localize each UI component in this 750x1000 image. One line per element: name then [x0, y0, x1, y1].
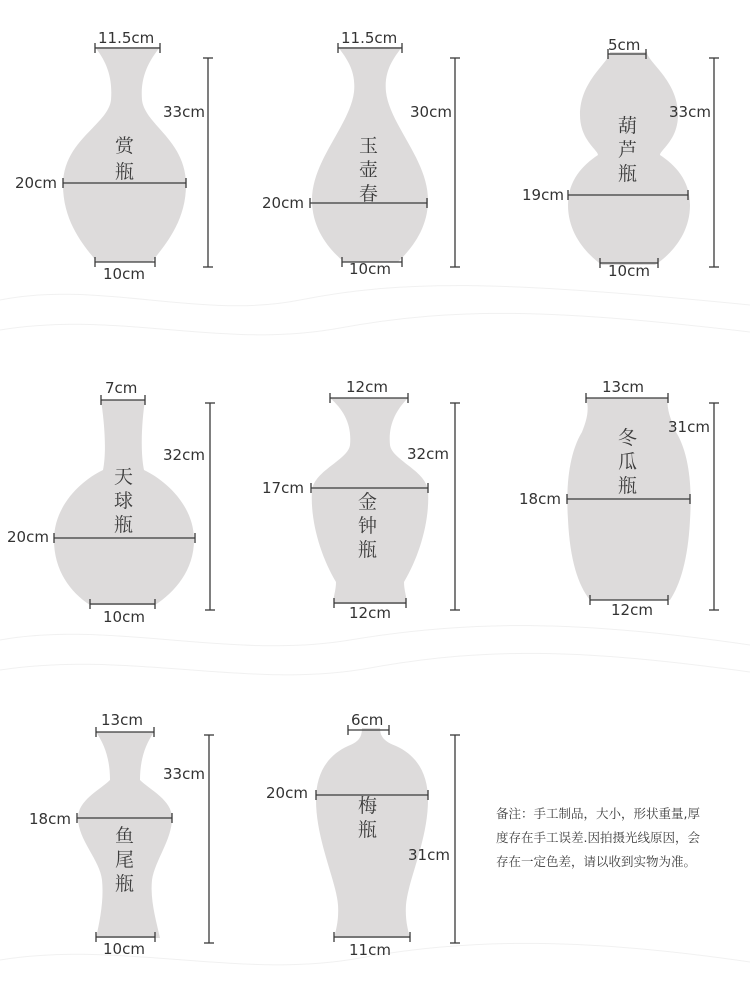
vase-yuhuchun [262, 29, 460, 278]
bottom-label: 10cm [103, 608, 145, 626]
vase-name-char: 球 [114, 490, 134, 512]
vase-name-char: 春 [359, 183, 379, 205]
bottom-label: 11cm [349, 941, 391, 959]
vase-name-char: 天 [114, 466, 134, 488]
vase-name-char: 钟 [358, 515, 378, 537]
vase-meiping [266, 711, 460, 959]
vase-name-char: 芦 [618, 139, 638, 161]
height-dim [450, 58, 460, 267]
belly-label: 18cm [29, 810, 71, 828]
vase-name-char: 梅 [358, 795, 378, 817]
disclaimer-note [496, 802, 746, 874]
vase-hulu [522, 36, 719, 280]
vase-name-char: 葫 [618, 115, 638, 137]
vase-yuwei [29, 711, 214, 958]
top-label: 13cm [101, 711, 143, 729]
belly-label: 17cm [262, 479, 304, 497]
vase-name-char: 瓶 [358, 819, 378, 841]
height-label: 31cm [668, 418, 710, 436]
bottom-label: 10cm [103, 940, 145, 958]
vase-name-char: 瓶 [115, 161, 135, 183]
vase-jinzhong [262, 378, 460, 622]
top-label: 11.5cm [341, 29, 398, 47]
height-dim [709, 58, 719, 267]
height-dim [450, 403, 460, 610]
height-label: 33cm [163, 765, 205, 783]
height-label: 33cm [669, 103, 711, 121]
belly-label: 18cm [519, 490, 561, 508]
height-dim [204, 735, 214, 943]
belly-label: 20cm [266, 784, 308, 802]
height-label: 33cm [163, 103, 205, 121]
vase-name-char: 玉 [359, 135, 379, 157]
vase-name-char: 瓶 [115, 873, 135, 895]
vase-name-char: 鱼 [115, 825, 135, 847]
vase-shangping [15, 29, 213, 283]
belly-label: 20cm [7, 528, 49, 546]
bottom-label: 12cm [349, 604, 391, 622]
height-label: 31cm [408, 846, 450, 864]
vase-tianqiu [7, 379, 215, 626]
note-line: 存在一定色差，请以收到实物为准。 [496, 854, 697, 869]
belly-label: 20cm [15, 174, 57, 192]
note-line: 度存在手工误差.因拍摄光线原因，会 [496, 830, 700, 845]
vase-name-char: 瓶 [618, 475, 638, 497]
height-dim [203, 58, 213, 267]
vase-name-char: 金 [358, 491, 378, 513]
top-label: 6cm [351, 711, 384, 729]
note-line: 备注：手工制品，大小，形状重量,厚 [496, 806, 700, 821]
height-dim [450, 735, 460, 943]
top-label: 12cm [346, 378, 388, 396]
vase-name-char: 赏 [115, 135, 135, 157]
height-label: 30cm [410, 103, 452, 121]
bottom-label: 12cm [611, 601, 653, 619]
belly-label: 19cm [522, 186, 564, 204]
vase-name-char: 瓶 [114, 514, 134, 536]
vase-donggua [519, 378, 719, 619]
height-label: 32cm [163, 446, 205, 464]
vase-name-char: 瓶 [358, 539, 378, 561]
vase-name-char: 冬 [618, 427, 638, 449]
height-dim [709, 403, 719, 610]
vase-name-char: 壶 [359, 159, 379, 181]
vase-name-char: 尾 [115, 849, 135, 871]
bottom-label: 10cm [103, 265, 145, 283]
height-dim [205, 403, 215, 610]
vase-name-char: 瓶 [618, 163, 638, 185]
top-label: 13cm [602, 378, 644, 396]
top-label: 5cm [608, 36, 641, 54]
vase-name-char: 瓜 [618, 451, 638, 473]
top-label: 11.5cm [98, 29, 155, 47]
top-label: 7cm [105, 379, 138, 397]
belly-label: 20cm [262, 194, 304, 212]
bottom-label: 10cm [608, 262, 650, 280]
height-label: 32cm [407, 445, 449, 463]
bottom-label: 10cm [349, 260, 391, 278]
